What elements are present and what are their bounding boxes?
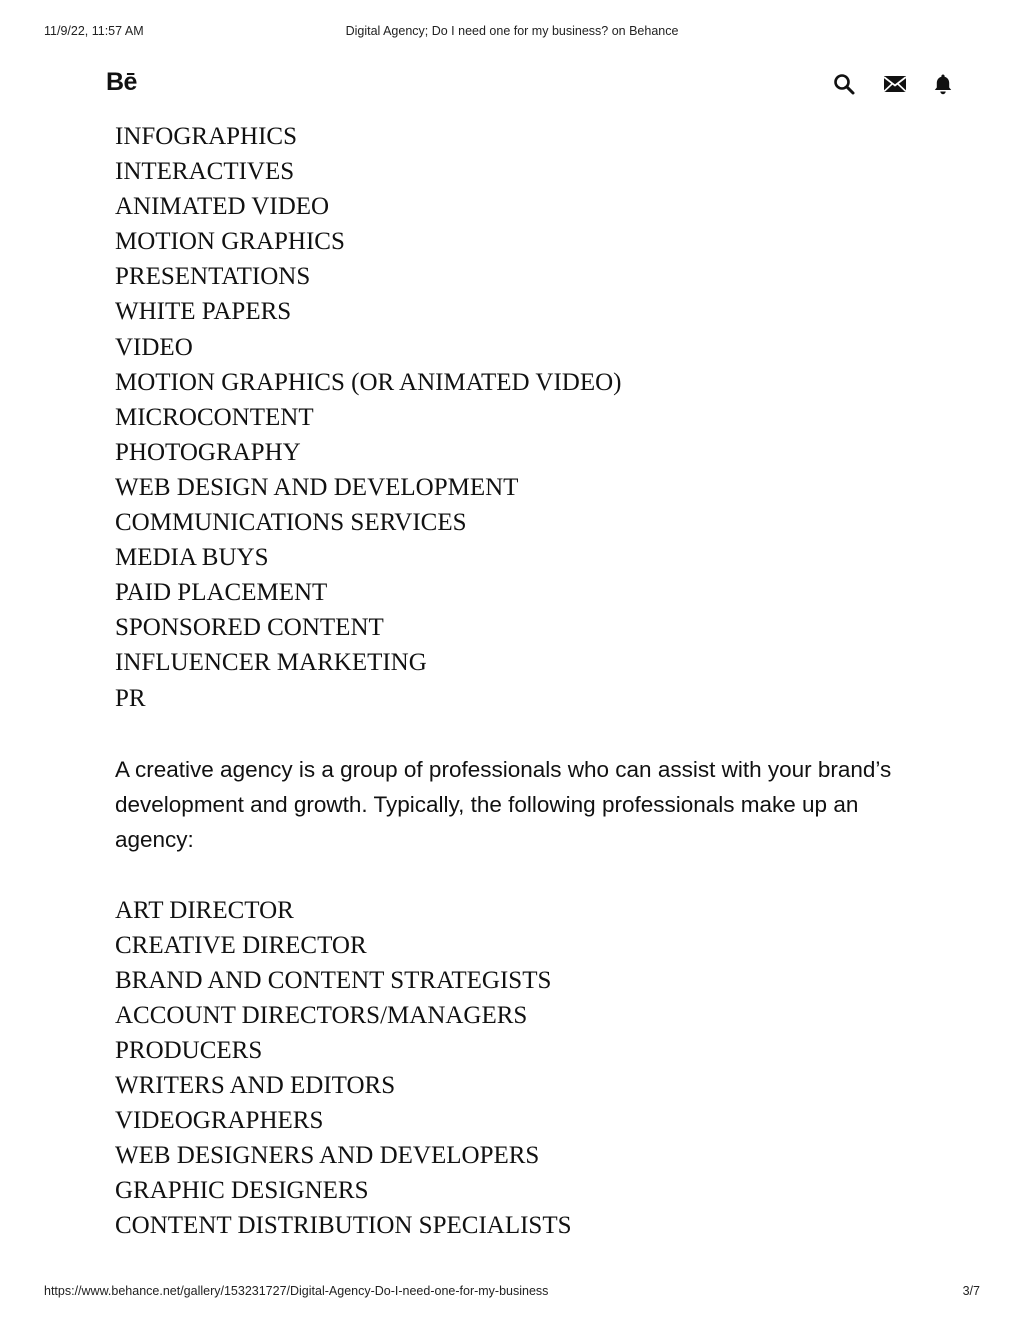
list-item: GRAPHIC DESIGNERS: [115, 1177, 369, 1205]
agency-description-paragraph: A creative agency is a group of professionals who can assist with your brand’s development and growth. Typically, the following professionals make up an agency:: [115, 756, 892, 852]
list-item: WRITERS AND EDITORS: [115, 1072, 396, 1100]
print-footer: [0, 1284, 1024, 1302]
print-page-number: 3/7: [962, 1284, 980, 1298]
print-header: [0, 24, 1024, 42]
behance-logo[interactable]: Bē: [106, 68, 137, 96]
list-item: PRESENTATIONS: [115, 263, 311, 291]
bell-icon[interactable]: [931, 72, 955, 96]
list-item: VIDEO: [115, 333, 193, 361]
list-item: CREATIVE DIRECTOR: [115, 931, 367, 959]
list-item: WEB DESIGN AND DEVELOPMENT: [115, 473, 519, 501]
list-item: INFLUENCER MARKETING: [115, 649, 427, 677]
list-item: WHITE PAPERS: [115, 298, 292, 326]
list-item: MOTION GRAPHICS: [115, 228, 345, 256]
print-page-title: Digital Agency; Do I need one for my business? on Behance: [345, 24, 679, 38]
list-item: ANIMATED VIDEO: [115, 193, 330, 221]
list-item: INTERACTIVES: [115, 158, 295, 186]
search-icon[interactable]: [832, 72, 856, 96]
professionals-list: [115, 893, 915, 1244]
print-url: https://www.behance.net/gallery/153231727/Digital-Agency-Do-I-need-one-for-my-business: [44, 1284, 549, 1298]
list-item: BRAND AND CONTENT STRATEGISTS: [115, 966, 552, 994]
list-item: SPONSORED CONTENT: [115, 614, 384, 642]
top-navbar: [0, 60, 1024, 104]
list-item: ART DIRECTOR: [115, 896, 294, 924]
list-item: PR: [115, 684, 146, 712]
list-item: PAID PLACEMENT: [115, 579, 328, 607]
mail-icon[interactable]: [883, 72, 907, 96]
list-item: PHOTOGRAPHY: [115, 438, 301, 466]
list-item: MEDIA BUYS: [115, 544, 269, 572]
list-item: CONTENT DISTRIBUTION SPECIALISTS: [115, 1212, 572, 1240]
list-item: ACCOUNT DIRECTORS/MANAGERS: [115, 1001, 528, 1029]
print-datetime: 11/9/22, 11:57 AM: [44, 24, 144, 38]
list-item: MICROCONTENT: [115, 403, 314, 431]
list-item: COMMUNICATIONS SERVICES: [115, 509, 467, 537]
list-item: WEB DESIGNERS AND DEVELOPERS: [115, 1142, 540, 1170]
services-list: [115, 119, 915, 716]
article-body: [115, 119, 915, 1244]
list-item: PRODUCERS: [115, 1036, 263, 1064]
list-item: VIDEOGRAPHERS: [115, 1107, 324, 1135]
list-item: MOTION GRAPHICS (OR ANIMATED VIDEO): [115, 368, 622, 396]
list-item: INFOGRAPHICS: [115, 123, 297, 150]
